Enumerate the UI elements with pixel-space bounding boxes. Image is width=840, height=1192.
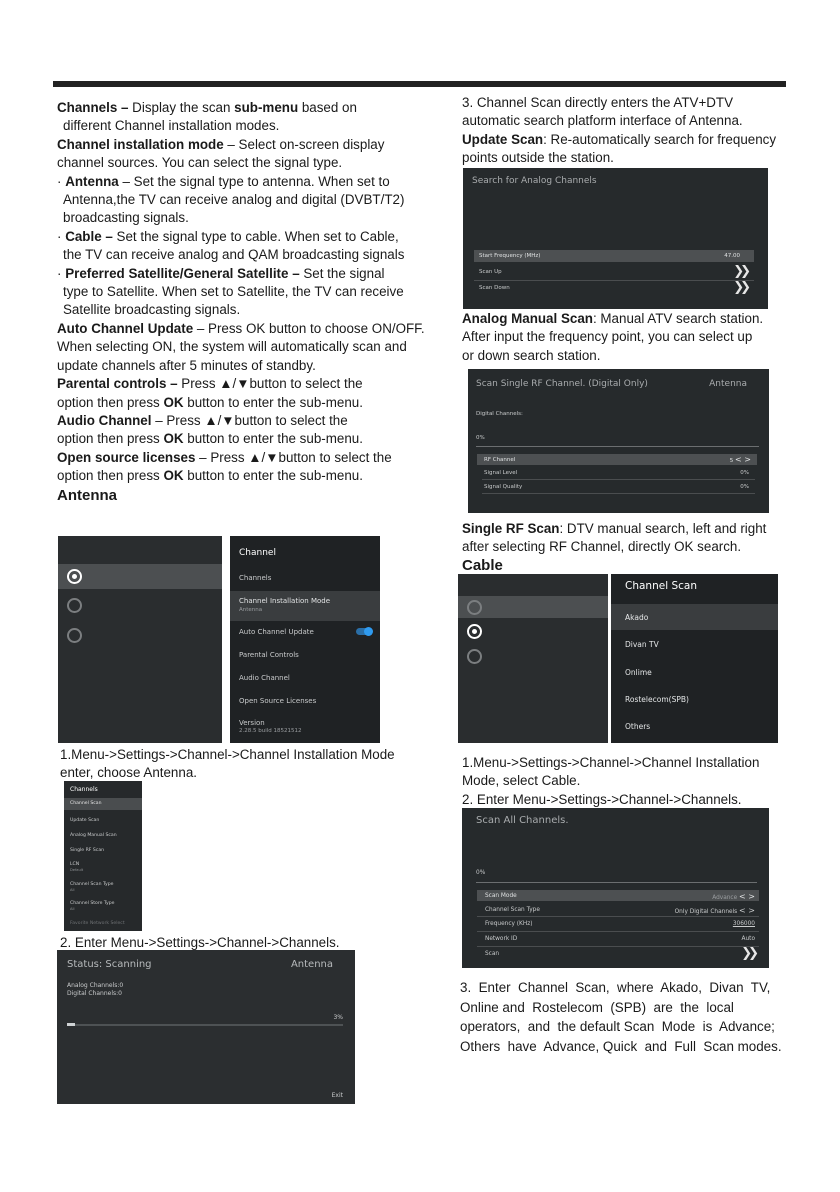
scan-all-percent: 0% — [476, 870, 486, 876]
ams-line2: After input the frequency point, you can select up — [462, 329, 753, 345]
caption-2: 2. Enter Menu->Settings->Channel->Channels. — [60, 935, 340, 950]
channels-menu-item-scantype[interactable]: Channel Scan Type — [70, 882, 114, 887]
cable-caption-3b: Online and Rostelecom (SPB) are the local — [460, 999, 734, 1015]
cim-para: Channel installation mode – Select on-screen display — [57, 136, 385, 152]
acu-para: Auto Channel Update – Press OK button to choose ON/OFF. — [57, 320, 425, 336]
header-rule — [53, 81, 786, 87]
radio-row-selected[interactable] — [58, 564, 222, 589]
radio-satellite[interactable] — [67, 628, 82, 643]
channels-menu-item-scantype-sub: All — [70, 888, 75, 892]
caption-1b: enter, choose Antenna. — [60, 765, 197, 781]
ams-line3: or down search station. — [462, 347, 601, 363]
rf-scan-screen — [468, 369, 769, 513]
radio-cable[interactable] — [67, 598, 82, 613]
menu-item-licenses[interactable]: Open Source Licenses — [239, 697, 317, 705]
cable-caption-1a: 1.Menu->Settings->Channel->Channel Installation — [462, 755, 760, 770]
channels-menu-panel — [64, 781, 142, 931]
acu-line3: update channels after 5 minutes of standby. — [57, 357, 316, 373]
scan-up-label: Scan Up — [479, 269, 502, 275]
channels-menu-item-analog[interactable]: Analog Manual Scan — [70, 833, 117, 838]
acu-line2: When selecting ON, the system will automatically scan and — [57, 339, 407, 355]
channels-menu-item-storetype-sub: All — [70, 907, 75, 911]
channels-menu-item-rf[interactable]: Single RF Scan — [70, 848, 105, 853]
scan-digital-count: Digital Channels:0 — [67, 990, 122, 997]
divider — [477, 916, 759, 917]
pc-para: Parental controls – Press ▲/▼button to select the — [57, 376, 363, 392]
cable-caption-3d: Others have Advance, Quick and Full Scan modes. — [460, 1038, 782, 1054]
scan-label: Scan — [485, 951, 500, 957]
channels-para: Channels – Display the scan sub-menu based on — [57, 100, 357, 115]
scan-analog-count: Analog Channels:0 — [67, 982, 124, 989]
divider — [474, 280, 754, 281]
left-captions — [60, 746, 455, 783]
menu-item-channels[interactable]: Channels — [239, 574, 272, 582]
scan-go-icon[interactable]: ❯❯ — [741, 946, 755, 961]
right-column-rf — [462, 520, 802, 575]
scan-source: Antenna — [290, 959, 333, 970]
divider — [477, 946, 759, 947]
rf-source: Antenna — [709, 379, 747, 389]
signal-quality-value: 0% — [740, 484, 749, 490]
arrows-icon[interactable]: < > — [739, 906, 755, 915]
operator-divan-tv[interactable]: Divan TV — [625, 640, 659, 649]
radio-cable[interactable] — [467, 624, 482, 639]
cable-caption-1b: Mode, select Cable. — [462, 773, 581, 789]
ac-para: Audio Channel – Press ▲/▼button to select the — [57, 412, 348, 428]
analog-title: Search for Analog Channels — [472, 176, 597, 186]
right-column-top — [462, 94, 802, 168]
signal-level-value: 0% — [740, 470, 749, 476]
cable-scan-panel — [611, 574, 778, 743]
pc-line2: option then press OK button to enter the sub-menu. — [57, 394, 363, 410]
divider — [482, 479, 755, 480]
rf-channel-row[interactable] — [477, 454, 757, 465]
scan-percent: 3% — [333, 1014, 343, 1021]
cable-caption-3a: 3. Enter Channel Scan, where Akado, Divan TV, — [460, 980, 771, 995]
right-captions — [462, 754, 802, 809]
signal-level-label: Signal Level — [484, 470, 518, 476]
toggle-switch[interactable] — [356, 628, 372, 635]
exit-button[interactable]: Exit — [331, 1092, 343, 1099]
scan-progress-fill — [67, 1023, 75, 1026]
scan-status: Status: Scanning — [67, 959, 152, 970]
start-frequency-value: 47.00 — [724, 253, 740, 259]
channels-menu-item-update[interactable]: Update Scan — [70, 818, 100, 823]
srf-para: Single RF Scan: DTV manual search, left and right — [462, 521, 767, 536]
divider — [482, 493, 755, 494]
arrows-icon[interactable]: < > — [739, 892, 755, 901]
scan-all-progress — [476, 882, 757, 883]
antenna-radio-panel — [58, 536, 222, 743]
frequency-value[interactable]: 306000 — [732, 921, 755, 927]
analog-search-screen — [463, 168, 768, 309]
menu-item-auto-update[interactable]: Auto Channel Update — [239, 628, 314, 636]
cable-panel-title: Channel Scan — [625, 580, 697, 592]
cim-line2: channel sources. You can select the signal type. — [57, 155, 343, 171]
srf-line2: after selecting RF Channel, directly OK search. — [462, 539, 742, 555]
osl-line2: option then press OK button to enter the sub-menu. — [57, 468, 363, 484]
antenna-bullet: · Antenna – Set the signal type to antenna. When set to — [57, 173, 390, 189]
cable-caption-2: 2. Enter Menu->Settings->Channel->Channels. — [462, 791, 742, 807]
network-id-value[interactable]: Auto — [741, 936, 755, 942]
signal-quality-label: Signal Quality — [484, 484, 523, 490]
satellite-bullet: · Preferred Satellite/General Satellite – Set the signal — [57, 265, 385, 281]
cable-radio-panel — [458, 574, 608, 743]
menu-item-installation-mode[interactable]: Channel Installation Mode — [239, 597, 331, 605]
update-scan-line2: points outside the station. — [462, 150, 614, 166]
channels-menu-item-lcn[interactable]: LCN — [70, 862, 80, 867]
menu-item-version[interactable]: Version — [239, 719, 265, 727]
scan-all-title: Scan All Channels. — [476, 815, 569, 826]
rf-percent: 0% — [476, 435, 485, 441]
osl-para: Open source licenses – Press ▲/▼button to select the — [57, 449, 392, 465]
cable-bullet: · Cable – Set the signal type to cable. When set to Cable, — [57, 228, 399, 244]
right-caption-3 — [460, 978, 800, 1056]
antenna-heading: Antenna — [57, 486, 117, 504]
channels-menu-item-favorite[interactable]: Favorite Network Select — [70, 921, 125, 926]
menu-item-audio[interactable]: Audio Channel — [239, 674, 290, 682]
scan-mode-label: Scan Mode — [485, 893, 517, 899]
channel-scan-type-value[interactable]: Only Digital Channels < > — [674, 906, 755, 915]
radio-satellite[interactable] — [467, 649, 482, 664]
scan-down-label: Scan Down — [479, 285, 510, 291]
right-column-mid — [462, 310, 802, 365]
cable-heading: Cable — [462, 556, 503, 574]
start-frequency-label: Start Frequency (MHz) — [479, 253, 541, 259]
scanning-screen — [57, 950, 355, 1104]
channels-menu-title: Channels — [70, 786, 98, 793]
scan-down-icon[interactable]: ❯❯ — [733, 280, 747, 295]
channel-scan-type-label: Channel Scan Type — [485, 907, 540, 913]
ams-para: Analog Manual Scan: Manual ATV search station. — [462, 311, 764, 326]
antenna-line2: Antenna,the TV can receive analog and digital (DVBT/T2) — [63, 192, 405, 208]
rf-channel-value[interactable]: 5 < > — [729, 455, 751, 464]
operator-onlime[interactable]: Onlime — [625, 668, 652, 677]
satellite-line3: Satellite broadcasting signals. — [63, 302, 241, 318]
caption-1a: 1.Menu->Settings->Channel->Channel Installation Mode — [60, 747, 395, 762]
antenna-line3: broadcasting signals. — [63, 210, 189, 226]
operator-others[interactable]: Others — [625, 722, 651, 731]
right-line1: 3. Channel Scan directly enters the ATV+DTV — [462, 95, 734, 110]
rf-arrows-icon[interactable]: < > — [735, 455, 751, 464]
scan-up-icon[interactable]: ❯❯ — [733, 264, 747, 279]
channels-line2: different Channel installation modes. — [63, 118, 280, 134]
menu-item-version-sub: 2.28.5 build 18521512 — [239, 728, 302, 734]
network-id-label: Network ID — [485, 936, 518, 942]
scan-progress-track — [67, 1024, 343, 1026]
channel-settings-panel — [230, 536, 380, 743]
scan-all-screen — [462, 808, 769, 968]
scan-mode-value[interactable]: Advance < > — [712, 892, 755, 901]
radio-antenna[interactable] — [67, 569, 82, 584]
operator-akado[interactable]: Akado — [625, 613, 649, 622]
menu-item-installation-mode-sub: Antenna — [239, 607, 263, 613]
channels-menu-item-scan[interactable]: Channel Scan — [70, 801, 102, 806]
cable-line2: the TV can receive analog and QAM broadcasting signals — [63, 247, 405, 263]
satellite-line2: type to Satellite. When set to Satellite, the TV can receive — [63, 284, 404, 300]
channels-menu-item-lcn-sub: Default — [70, 868, 84, 872]
highlight-row[interactable] — [230, 591, 380, 621]
panel-title: Channel — [239, 548, 276, 558]
right-line2: automatic search platform interface of Antenna. — [462, 113, 743, 129]
cable-caption-3c: operators, and the default Scan Mode is Advance; — [460, 1019, 775, 1034]
rf-channel-label: RF Channel — [484, 457, 516, 463]
frequency-label: Frequency (KHz) — [485, 921, 533, 927]
ac-line2: option then press OK button to enter the sub-menu. — [57, 431, 363, 447]
left-column — [57, 99, 452, 505]
operator-rostelecom[interactable]: Rostelecom(SPB) — [625, 695, 689, 704]
update-scan-para: Update Scan: Re-automatically search for frequency — [462, 131, 777, 147]
divider — [477, 931, 759, 932]
rf-title: Scan Single RF Channel. (Digital Only) — [476, 379, 648, 389]
channels-menu-item-storetype[interactable]: Channel Store Type — [70, 901, 115, 906]
menu-item-parental[interactable]: Parental Controls — [239, 651, 299, 659]
rf-digital-channels: Digital Channels: — [476, 411, 523, 417]
rf-progress-track — [476, 446, 759, 447]
radio-antenna[interactable] — [467, 600, 482, 615]
